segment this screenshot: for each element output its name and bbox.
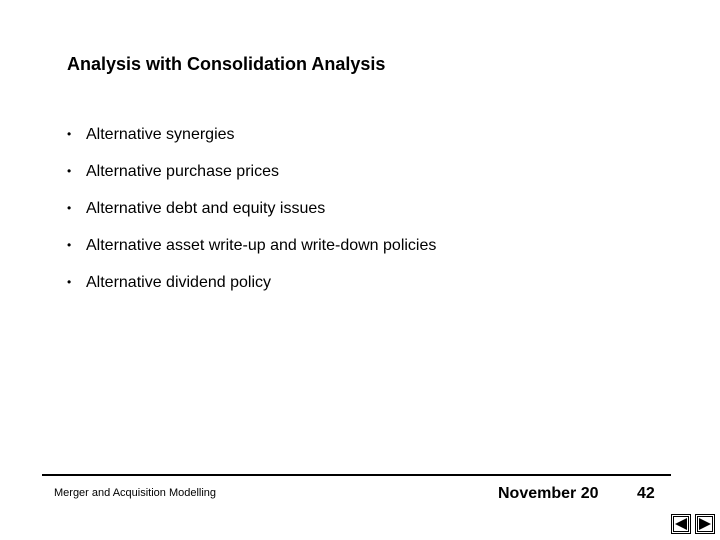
next-slide-button[interactable] — [695, 514, 715, 534]
bullet-text: Alternative purchase prices — [86, 162, 279, 180]
bullet-dot: • — [67, 127, 72, 141]
footer-date: November 20 — [498, 485, 599, 502]
bullet-item — [67, 124, 436, 145]
bullet-dot: • — [67, 275, 72, 289]
bullet-text: Alternative asset write-up and write-down policies — [86, 236, 437, 254]
previous-slide-button[interactable] — [671, 514, 691, 534]
bullet-text: Alternative debt and equity issues — [86, 199, 326, 217]
bullet-item — [67, 198, 436, 219]
page-number: 42 — [637, 485, 655, 502]
footer-divider — [42, 474, 671, 476]
bullet-item — [67, 272, 436, 293]
bullet-text: Alternative synergies — [86, 125, 235, 143]
footer-course-title: Merger and Acquisition Modelling — [54, 487, 217, 499]
bullet-item — [67, 161, 436, 182]
bullet-dot: • — [67, 201, 72, 215]
bullet-item — [67, 235, 436, 256]
triangle-left-icon — [671, 514, 691, 534]
bullet-dot: • — [67, 164, 72, 178]
bullet-text: Alternative dividend policy — [86, 273, 271, 291]
slide-title: Analysis with Consolidation Analysis — [67, 54, 386, 74]
bullet-list — [67, 124, 436, 309]
bullet-dot: • — [67, 238, 72, 252]
triangle-right-icon — [695, 514, 715, 534]
